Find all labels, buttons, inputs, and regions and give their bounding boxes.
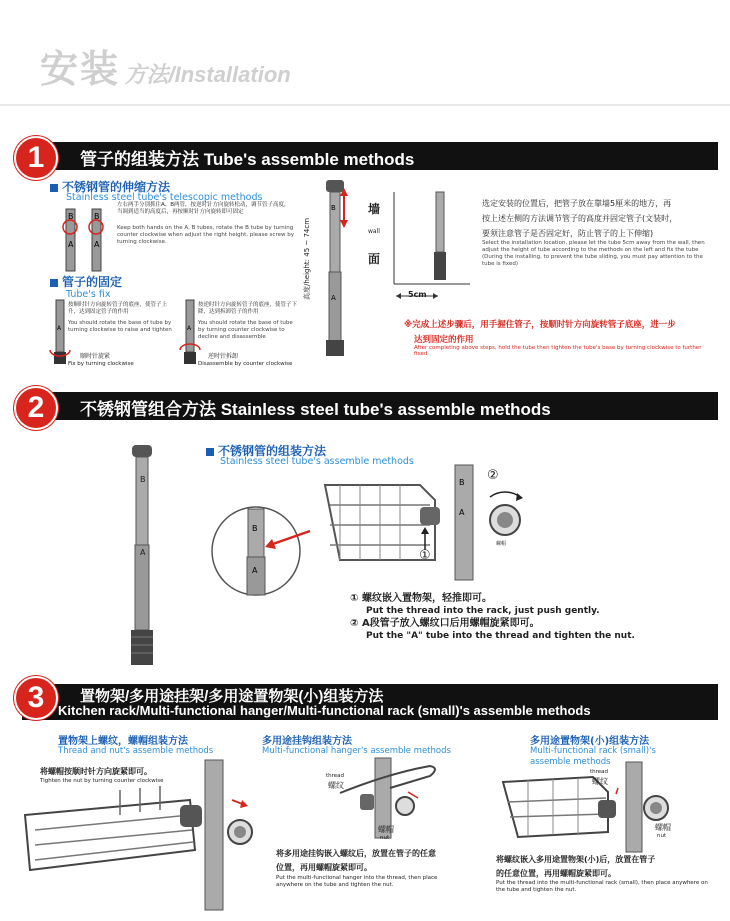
col1-heading-en: Thread and nut's assemble methods (58, 746, 214, 756)
section3-title-cn: 置物架/多用途挂架/多用途置物架(小)组装方法 (80, 688, 384, 705)
fix-left-cap-en: Fix by turning clockwise (68, 361, 134, 367)
fix-left-en: You should rotate the base of tube by turning clockwise to raise and tighten (68, 320, 172, 333)
wall-diagram (390, 192, 470, 307)
section2-heading-en: Stainless steel tube's assemble methods (220, 456, 414, 467)
tall-tube-illustration (318, 180, 363, 365)
step1-en: Put the thread into the rack, just push gently. (366, 606, 600, 616)
note-en: After completing above steps, hold the tube then tighten the tube's base by turning clockwise to further fixed (414, 345, 702, 357)
install-text-en: Select the installation location, please let the tube 5cm away from the wall, then adjust the height of tube according to the methods on the left and fix the tube (During the installing, to prevent the tube sliding, you must pay attention to the tube is fixed) (482, 240, 705, 267)
svg-text:A: A (187, 325, 192, 332)
telescopic-heading: 不锈钢管的伸缩方法 (50, 178, 170, 195)
rack-assembly-illustration (320, 465, 530, 585)
install-text-cn-3: 要须注意管子是否固定好，防止管子的上下伸缩) (482, 229, 654, 238)
distance-label: 5cm (408, 290, 427, 299)
note-cn-2: 达到固定的作用 (414, 335, 474, 345)
telescopic-heading-en: Stainless steel tube's telescopic methods (66, 192, 263, 203)
title-cn: 安装 (40, 49, 121, 91)
col2-nut-en: nut (380, 835, 390, 841)
fix-right-cn: 按逆时针方向旋转管子的底座，使管子下降，达到拆卸管子的作用 (198, 302, 298, 315)
svg-text:A: A (68, 240, 74, 249)
col3-thread-en: thread (590, 769, 609, 775)
install-text-cn-2: 按上述左侧的方法调节管子的高度并固定管子(文装时， (482, 214, 678, 223)
telescopic-tubes-illustration (60, 205, 115, 275)
section2-number: 2 (14, 386, 58, 430)
telescopic-text-cn: 左右两手分别抓住A、B两管，按逆时针方向旋转松动，调节管子高度，当调到适当的高度后，再按顺时针方向旋转即可固定 (117, 202, 290, 215)
col1-text-en: Tighten the nut by turning counter clockwise (40, 778, 164, 784)
page-title (40, 38, 291, 93)
fix-right-en: You should rotate the base of tube by turning counter clockwise to decline and disassemble (198, 320, 293, 340)
fix-heading: 管子的固定 (50, 273, 122, 290)
tube-label-a: A (140, 548, 146, 557)
col3-heading-en-2: assemble methods (530, 757, 611, 767)
col3-illustration (498, 762, 678, 852)
wall-label-cn-1: 墙 (368, 202, 381, 216)
col2-text-cn-2: 位置，再用螺帽旋紧即可。 (276, 863, 372, 872)
svg-text:A: A (252, 566, 258, 575)
title-rest: 方法/Installation (124, 62, 291, 87)
header-divider (0, 104, 730, 106)
col3-text-en: Put the thread into the multi-functional rack (small), then place anywhere on the tube and tighten the nut. (496, 880, 708, 893)
col1-heading-cn: 置物架上螺纹，螺帽组装方法 (58, 736, 188, 747)
svg-text:A: A (57, 325, 62, 332)
col3-text-cn-2: 的任意位置，再用螺帽旋紧即可。 (496, 869, 616, 878)
callout-2: ② (487, 468, 499, 483)
fix-left-cn: 按顺时针方向旋转管子的底座，使管子上升，达到固定管子的作用 (68, 302, 168, 315)
col3-heading-en-1: Multi-functional rack (small)'s (530, 746, 656, 756)
height-label: 高度/height: 45 ~ 74cm (303, 217, 311, 300)
svg-text:A: A (94, 240, 100, 249)
section3-title-en: Kitchen rack/Multi-functional hanger/Multi-functional rack (small)'s assemble methods (58, 703, 591, 718)
tube-label-b: B (140, 475, 146, 484)
section2-title: 不锈钢管组合方法 Stainless steel tube's assemble methods (80, 400, 551, 419)
svg-text:A: A (331, 294, 336, 302)
section2-heading: 不锈钢管的组装方法 (206, 442, 326, 459)
step2-en: Put the "A" tube into the thread and tighten the nut. (366, 631, 635, 641)
joint-magnifier (210, 505, 305, 600)
section1-title: 管子的组装方法 Tube's assemble methods (80, 150, 415, 169)
col2-nut-cn: 螺帽 (378, 825, 394, 834)
col2-thread-en: thread (326, 773, 345, 779)
fix-right-cap-en: Disassemble by counter clockwise (198, 361, 293, 367)
svg-text:B: B (94, 212, 100, 221)
fix-right-cap-cn: 逆时针拆卸 (208, 353, 239, 360)
step1-cn: ① 螺纹嵌入置物架，轻推即可。 (350, 593, 492, 604)
wall-label-cn-2: 面 (368, 252, 381, 266)
col1-text-cn: 将螺帽按顺时针方向旋紧即可。 (40, 767, 152, 776)
wall-label-en: wall (368, 228, 380, 235)
col3-nut-en: nut (657, 833, 667, 839)
section1-band (22, 142, 718, 170)
telescopic-text-en: Keep both hands on the A, B tubes, rotate the B tube by turning counter clockwise when adjust the right height, please screw by turning clockwise. (117, 225, 294, 245)
section1-number: 1 (14, 136, 58, 180)
svg-text:B: B (331, 204, 336, 212)
col2-text-cn-1: 将多用途挂钩嵌入螺纹后，放置在管子的任意 (276, 849, 436, 858)
fix-left-cap-cn: 顺时针旋紧 (80, 353, 111, 360)
nut-label: 螺帽 (496, 541, 507, 547)
svg-text:B: B (68, 212, 74, 221)
col2-heading-cn: 多用途挂钩组装方法 (262, 736, 352, 747)
col1-illustration (20, 760, 265, 910)
step2-cn: ② A段管子放入螺纹口后用螺帽旋紧即可。 (350, 618, 540, 629)
col3-nut-cn: 螺帽 (655, 823, 671, 832)
section3-band (22, 684, 718, 720)
col3-thread-cn: 螺纹 (592, 777, 608, 786)
svg-text:B: B (459, 478, 465, 487)
section3-number: 3 (14, 676, 58, 720)
note-cn-1: ※完成上述步骤后，用手握住管子，按顺时针方向旋转管子底座，进一步 (404, 320, 676, 330)
svg-text:B: B (252, 524, 258, 533)
col2-thread-cn: 螺纹 (328, 781, 344, 790)
col2-heading-en: Multi-functional hanger's assemble methods (262, 746, 451, 756)
section2-band (22, 392, 718, 420)
fix-heading-en: Tube's fix (66, 289, 111, 300)
callout-1: ① (419, 548, 431, 563)
col3-text-cn-1: 将螺纹嵌入多用途置物架(小)后，放置在管子 (496, 855, 656, 864)
col2-text-en: Put the multi-functional hanger into the thread, then place anywhere on the tube and tighten the nut. (276, 875, 438, 888)
install-text-cn-1: 选定安装的位置后，把管子放在靠墙5厘米的地方，再 (482, 199, 672, 208)
col3-heading-cn: 多用途置物架(小)组装方法 (530, 736, 650, 747)
svg-text:A: A (459, 508, 465, 517)
